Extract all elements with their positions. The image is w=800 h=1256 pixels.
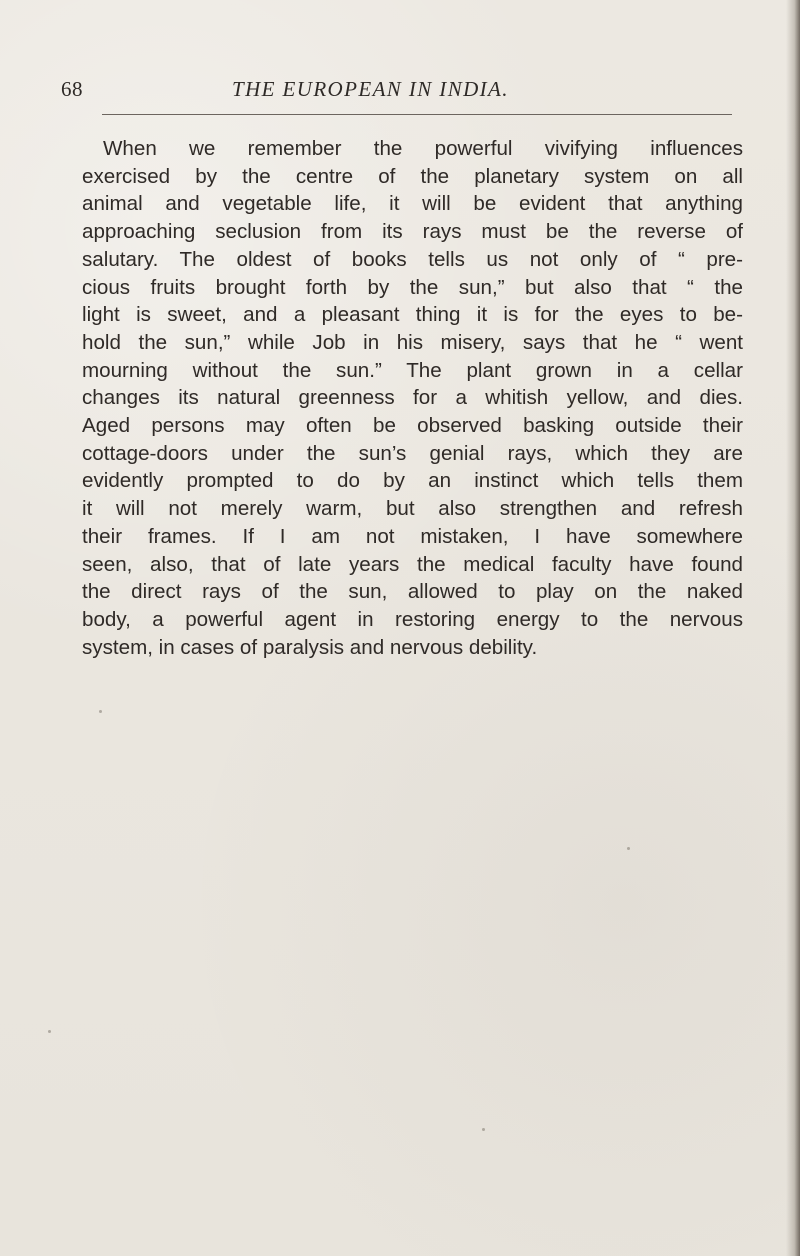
text-line: approaching seclusion from its rays must be the reverse of bbox=[82, 220, 743, 244]
text-line: cious fruits brought forth by the sun,” but also that “ the bbox=[82, 275, 743, 299]
text-line: their frames. If I am not mistaken, I have somewhere bbox=[82, 524, 743, 548]
paper-speck bbox=[482, 1128, 485, 1131]
paper-speck bbox=[48, 1030, 51, 1033]
text-line: exercised by the centre of the planetary system on all bbox=[82, 164, 743, 188]
running-title: THE EUROPEAN IN INDIA. bbox=[232, 77, 509, 101]
page-number: 68 bbox=[61, 77, 83, 101]
paper-speck bbox=[99, 710, 102, 713]
text-line: animal and vegetable life, it will be evident that anything bbox=[82, 192, 743, 216]
body-paragraph bbox=[82, 135, 743, 661]
text-line: body, a powerful agent in restoring energy to the nervous bbox=[82, 607, 743, 631]
page-edge-shadow bbox=[786, 0, 800, 1256]
text-line: hold the sun,” while Job in his misery, says that he “ went bbox=[82, 330, 743, 354]
text-line: cottage-doors under the sun’s genial rays, which they are bbox=[82, 441, 743, 465]
text-line: the direct rays of the sun, allowed to play on the naked bbox=[82, 580, 743, 604]
text-line: mourning without the sun.” The plant grown in a cellar bbox=[82, 358, 743, 382]
text-line: When we remember the powerful vivifying influences bbox=[103, 137, 743, 160]
text-line: it will not merely warm, but also strengthen and refresh bbox=[82, 497, 743, 521]
text-line: light is sweet, and a pleasant thing it is for the eyes to be- bbox=[82, 303, 743, 327]
text-line: salutary. The oldest of books tells us not only of “ pre- bbox=[82, 247, 743, 271]
text-line: seen, also, that of late years the medical faculty have found bbox=[82, 552, 743, 576]
text-line: evidently prompted to do by an instinct which tells them bbox=[82, 469, 743, 493]
text-line: system, in cases of paralysis and nervous debility. bbox=[82, 635, 538, 659]
text-line: changes its natural greenness for a whitish yellow, and dies. bbox=[82, 386, 743, 410]
running-head bbox=[61, 77, 741, 105]
paper-speck bbox=[627, 847, 630, 850]
header-rule bbox=[102, 114, 732, 115]
text-line: Aged persons may often be observed basking outside their bbox=[82, 414, 743, 438]
